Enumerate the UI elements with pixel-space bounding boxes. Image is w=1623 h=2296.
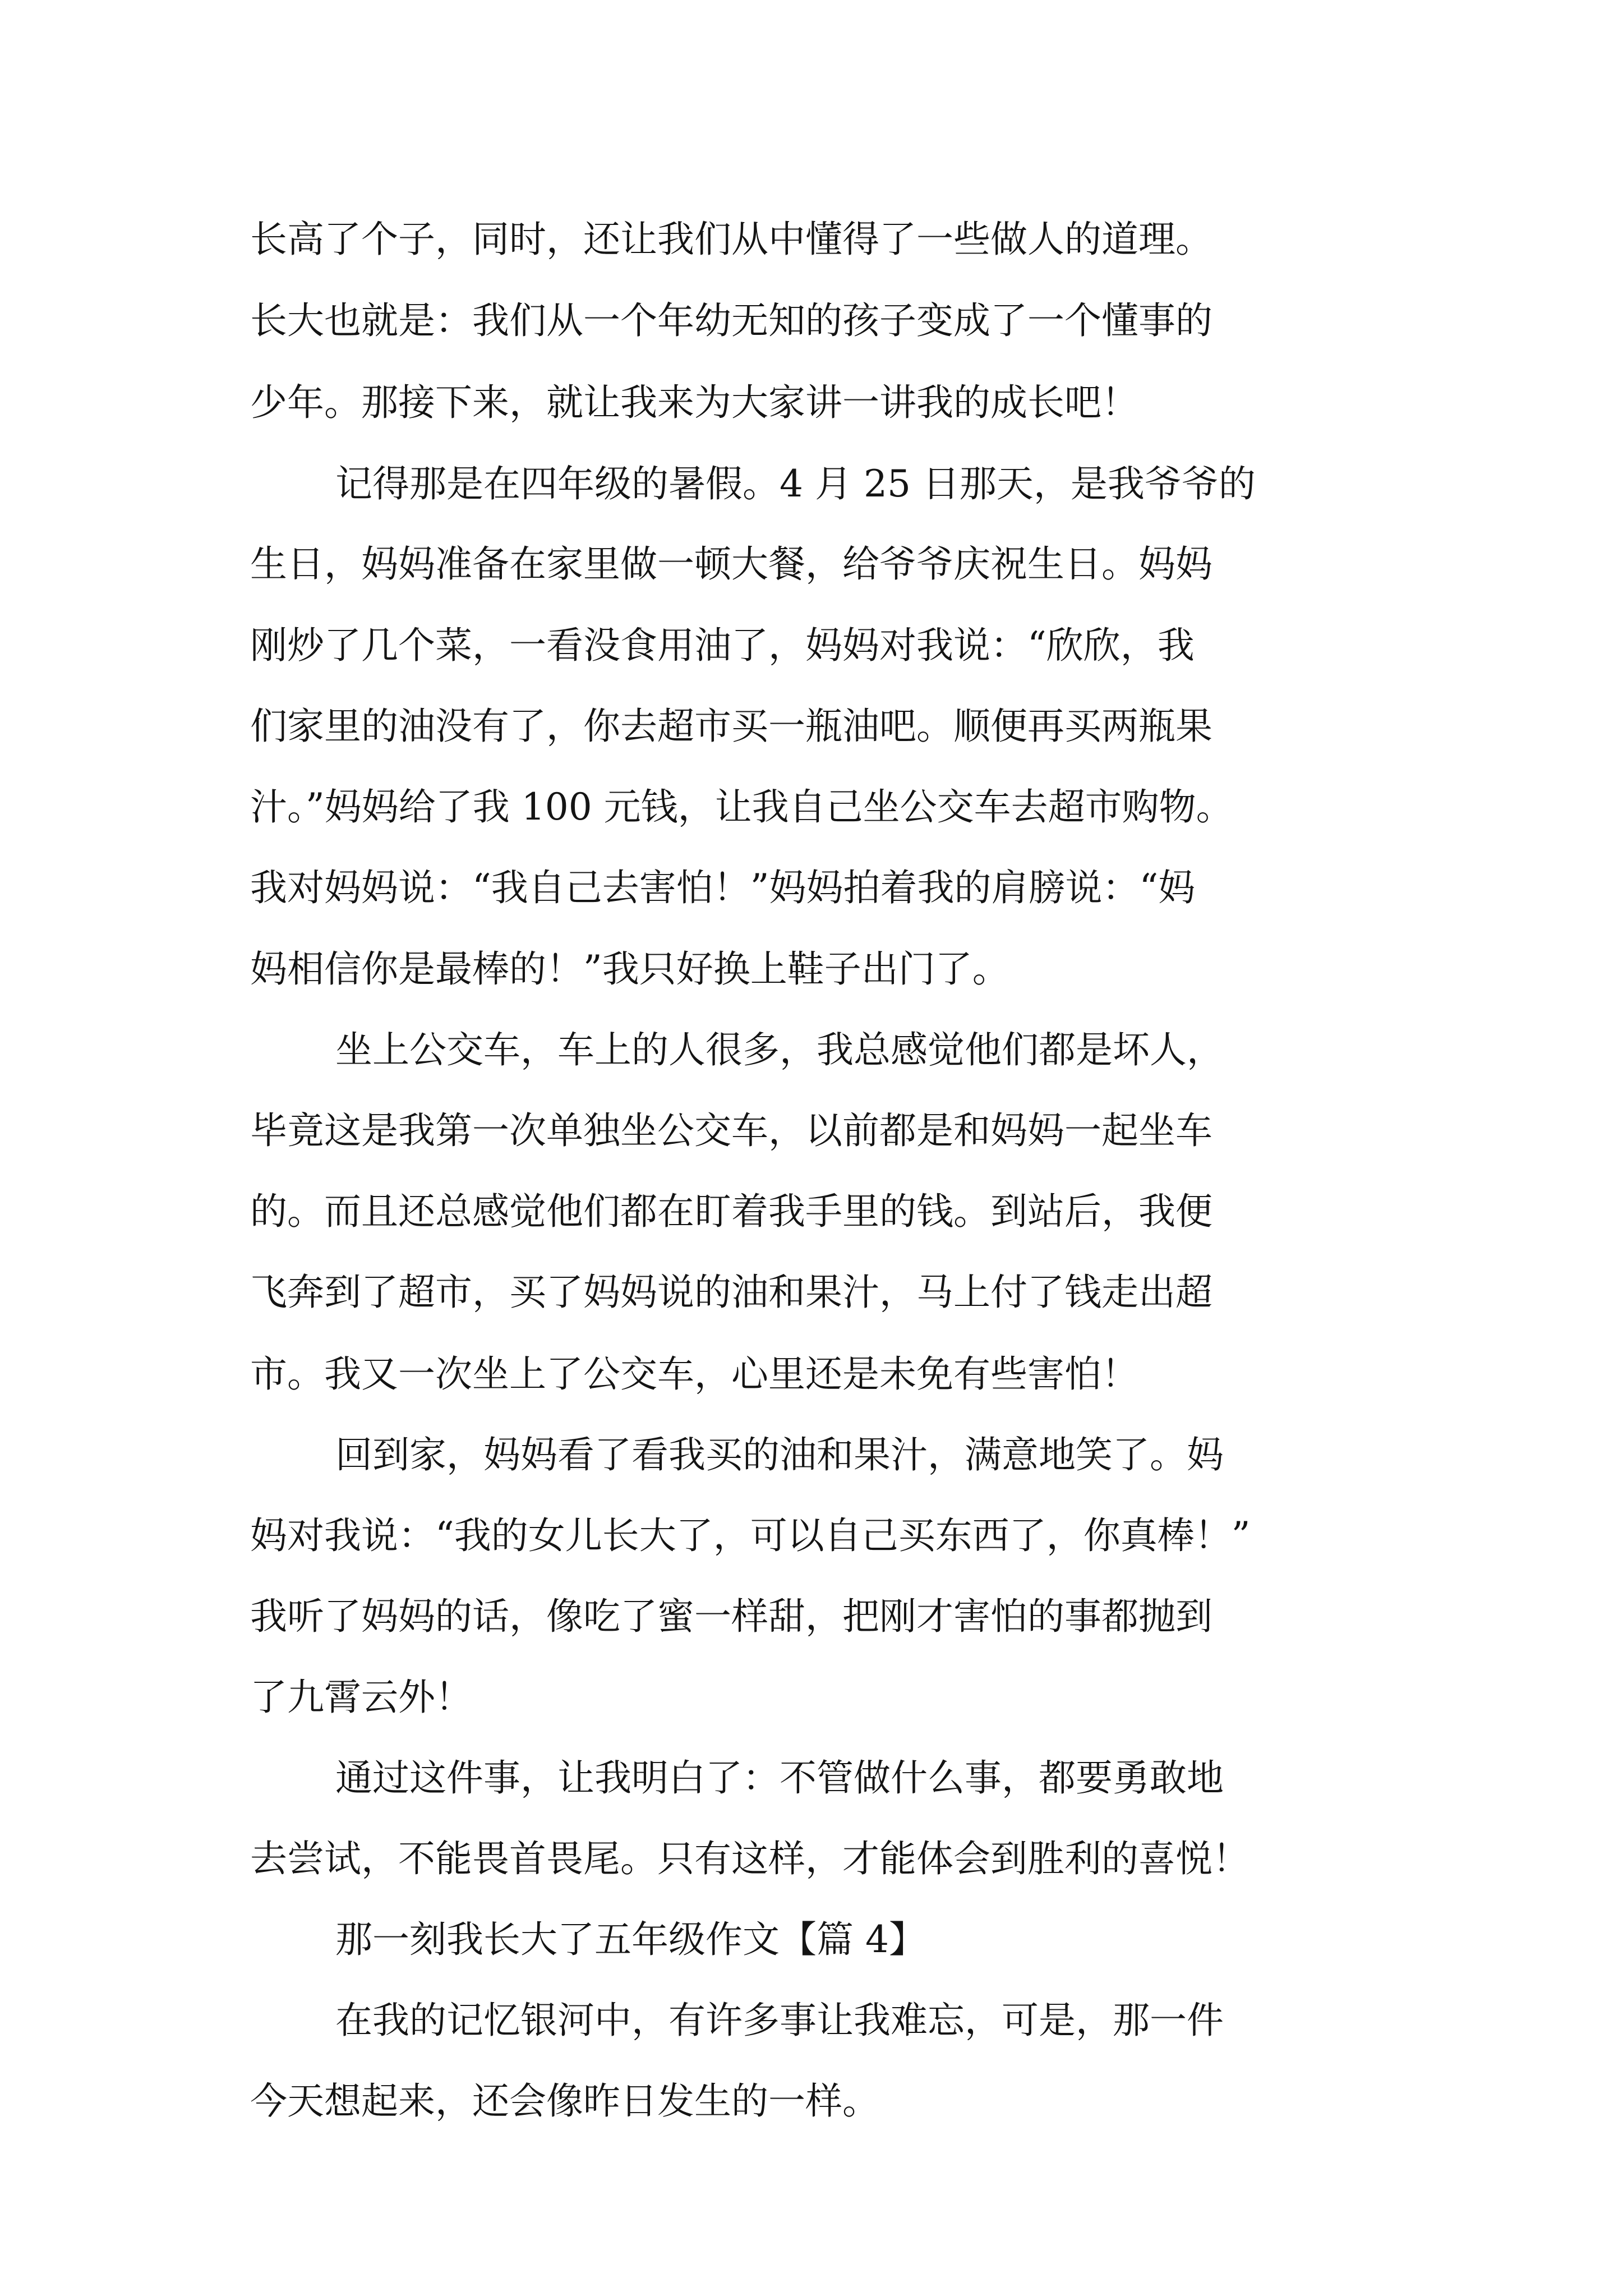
text-line: 我听了妈妈的话，像吃了蜜一样甜，把刚才害怕的事都抛到 — [250, 1595, 1212, 1638]
section-heading: 那一刻我长大了五年级作文【篇 4】 — [335, 1918, 926, 1961]
text-line: 今天想起来，还会像昨日发生的一样。 — [250, 2079, 879, 2123]
text-line: 们家里的油没有了，你去超市买一瓶油吧。顺便再买两瓶果 — [250, 705, 1212, 748]
text-line: 去尝试，不能畏首畏尾。只有这样，才能体会到胜利的喜悦！ — [250, 1837, 1249, 1880]
text-line: 记得那是在四年级的暑假。4 月 25 日那天，是我爷爷的 — [335, 462, 1256, 505]
text-line: 的。而且还总感觉他们都在盯着我手里的钱。到站后，我便 — [250, 1190, 1212, 1233]
text-line: 毕竟这是我第一次单独坐公交车，以前都是和妈妈一起坐车 — [250, 1109, 1212, 1152]
text-line: 刚炒了几个菜，一看没食用油了，妈妈对我说：“欣欣，我 — [250, 624, 1195, 667]
text-line: 生日，妈妈准备在家里做一顿大餐，给爷爷庆祝生日。妈妈 — [250, 542, 1212, 586]
text-line: 市。我又一次坐上了公交车，心里还是未免有些害怕！ — [250, 1352, 1138, 1396]
text-line: 长高了个子，同时，还让我们从中懂得了一些做人的道理。 — [250, 218, 1212, 261]
text-line: 坐上公交车，车上的人很多，我总感觉他们都是坏人， — [335, 1028, 1224, 1071]
text-line: 长大也就是：我们从一个年幼无知的孩子变成了一个懂事的 — [250, 299, 1212, 342]
text-line: 飞奔到了超市，买了妈妈说的油和果汁，马上付了钱走出超 — [250, 1271, 1212, 1314]
text-line: 回到家，妈妈看了看我买的油和果汁，满意地笑了。妈 — [335, 1433, 1224, 1476]
text-line: 了九霄云外！ — [250, 1676, 472, 1719]
text-line: 通过这件事，让我明白了：不管做什么事，都要勇敢地 — [335, 1756, 1224, 1800]
text-line: 妈对我说：“我的女儿长大了，可以自己买东西了，你真棒！” — [250, 1514, 1251, 1557]
text-line: 妈相信你是最棒的！”我只好换上鞋子出门了。 — [250, 947, 1009, 991]
text-line: 在我的记忆银河中，有许多事让我难忘，可是，那一件 — [335, 1999, 1224, 2042]
text-line: 汁。”妈妈给了我 100 元钱，让我自己坐公交车去超市购物。 — [250, 785, 1233, 829]
text-line: 少年。那接下来，就让我来为大家讲一讲我的成长吧！ — [250, 381, 1138, 424]
text-line: 我对妈妈说：“我自己去害怕！”妈妈拍着我的肩膀说：“妈 — [250, 866, 1196, 909]
